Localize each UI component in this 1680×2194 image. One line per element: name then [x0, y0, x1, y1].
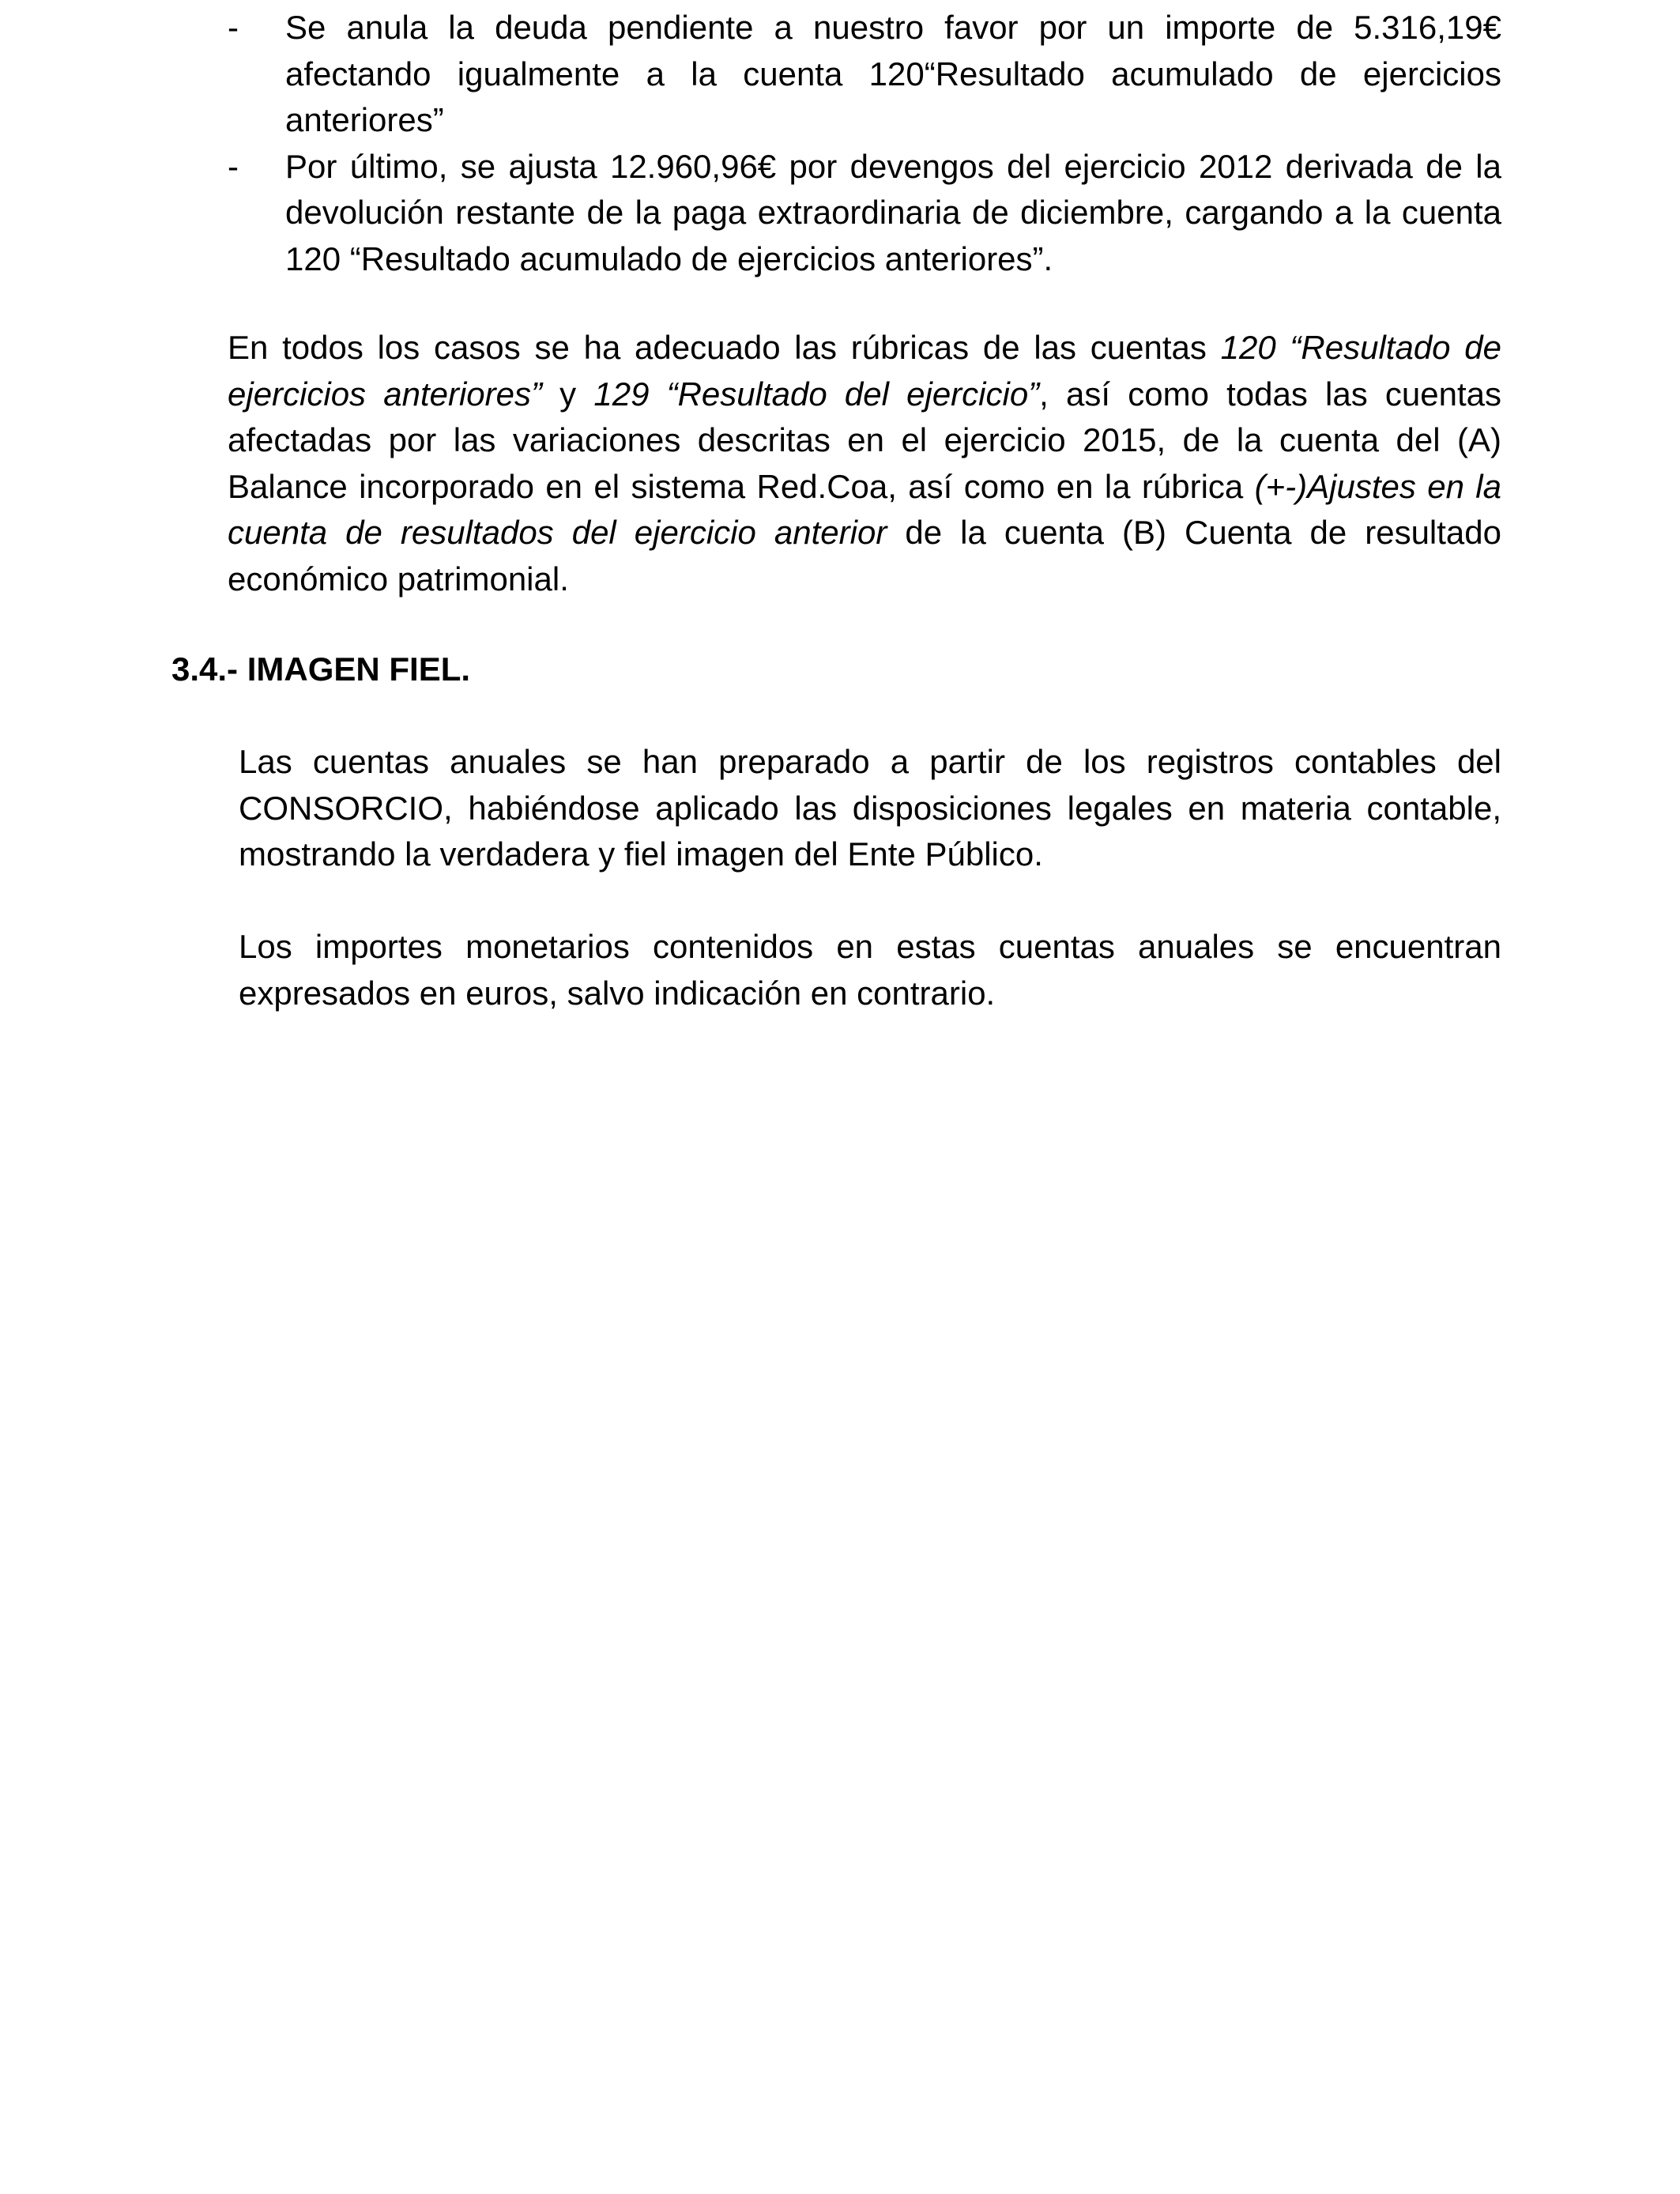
bullet-dash: -: [228, 9, 239, 46]
list-item: [228, 5, 1501, 144]
paragraph-text: de la cuenta (B) Cuenta de resultado económico patrimonial.: [228, 514, 1502, 598]
true-image-paragraph: Las cuentas anuales se han preparado a partir de los registros contables del CONSORCIO, habiéndose aplicado las disposiciones legales en materia contable, mostrando la verdadera y fiel imagen del Ente Público.: [239, 743, 1501, 873]
bullet-text: Se anula la deuda pendiente a nuestro favor por un importe de 5.316,19€ afectando igualmente a la cuenta 120“Resultado acumulado de ejercicios anteriores”: [285, 9, 1501, 138]
adjustments-list: [228, 5, 1501, 282]
paragraph-text: En todos los casos se ha adecuado las rúbricas de las cuentas: [228, 329, 1221, 366]
accounts-adjustment-paragraph: [228, 325, 1501, 602]
bullet-dash: -: [228, 147, 239, 185]
currency-paragraph: Los importes monetarios contenidos en estas cuentas anuales se encuentran expresados en euros, salvo indicación en contrario.: [239, 928, 1501, 1012]
paragraph-text: , así como todas las cuentas afectadas por las variaciones descritas en el ejercicio 2015, de la cuenta del (A) Balance incorporado en el sistema Red.Coa, así como en la rúbrica: [228, 375, 1502, 505]
account-120-reference: 120 “Resultado de ejercicios anteriores”: [228, 329, 1501, 413]
adjustments-rubric-reference: (+-)Ajustes en la cuenta de resultados del ejercicio anterior: [228, 467, 1501, 551]
account-129-reference: 129 “Resultado del ejercicio”: [593, 375, 1040, 413]
paragraph-text: y: [542, 375, 594, 413]
section-heading: 3.4.- IMAGEN FIEL.: [171, 650, 471, 688]
list-item: [228, 144, 1501, 283]
bullet-text: Por último, se ajusta 12.960,96€ por devengos del ejercicio 2012 derivada de la devolución restante de la paga extraordinaria de diciembre, cargando a la cuenta 120 “Resultado acumulado de ejercicios anteriores”.: [285, 147, 1501, 277]
